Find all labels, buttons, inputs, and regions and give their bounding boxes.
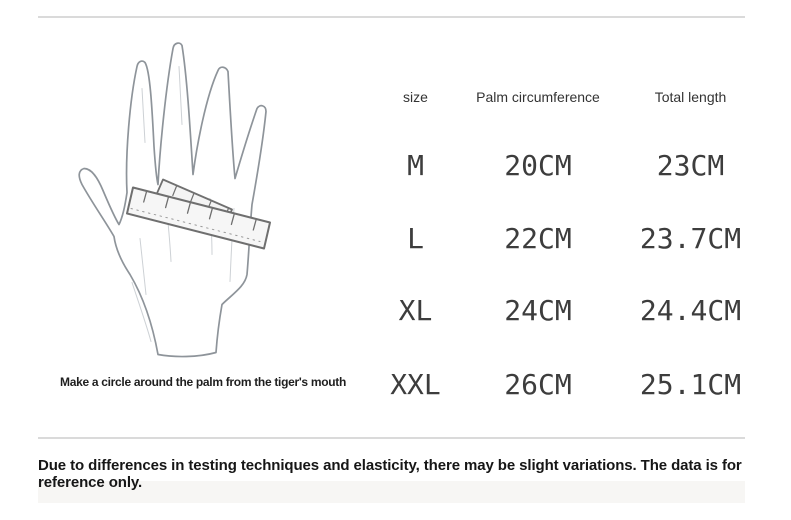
cell-length: 25.1CM bbox=[639, 368, 742, 401]
table-row bbox=[378, 224, 758, 254]
cell-size: XXL bbox=[390, 368, 441, 401]
cell-size: M bbox=[407, 149, 424, 182]
cell-palm: 22CM bbox=[504, 222, 572, 255]
cell-palm: 24CM bbox=[504, 294, 572, 327]
top-divider bbox=[38, 16, 745, 18]
illustration-caption: Make a circle around the palm from the tiger's mouth bbox=[60, 375, 346, 389]
cell-size: L bbox=[407, 222, 424, 255]
table-row bbox=[378, 151, 758, 181]
column-header-palm: Palm circumference bbox=[476, 89, 600, 105]
hand-illustration bbox=[70, 25, 340, 373]
cell-palm: 26CM bbox=[504, 368, 572, 401]
cell-length: 23.7CM bbox=[639, 222, 742, 255]
table-header-row bbox=[378, 86, 758, 108]
column-header-length: Total length bbox=[654, 89, 727, 105]
cell-length: 23CM bbox=[656, 149, 725, 182]
table-row bbox=[378, 296, 758, 326]
table-row bbox=[378, 370, 758, 400]
cell-size: XL bbox=[398, 294, 433, 327]
column-header-size: size bbox=[403, 89, 428, 105]
footer-note: Due to differences in testing techniques and elasticity, there may be slight variations. The data is for reference only. bbox=[38, 457, 742, 491]
cell-palm: 20CM bbox=[504, 149, 572, 182]
hand-measure-icon bbox=[70, 25, 340, 373]
bottom-divider bbox=[38, 437, 745, 439]
cell-length: 24.4CM bbox=[639, 294, 742, 327]
